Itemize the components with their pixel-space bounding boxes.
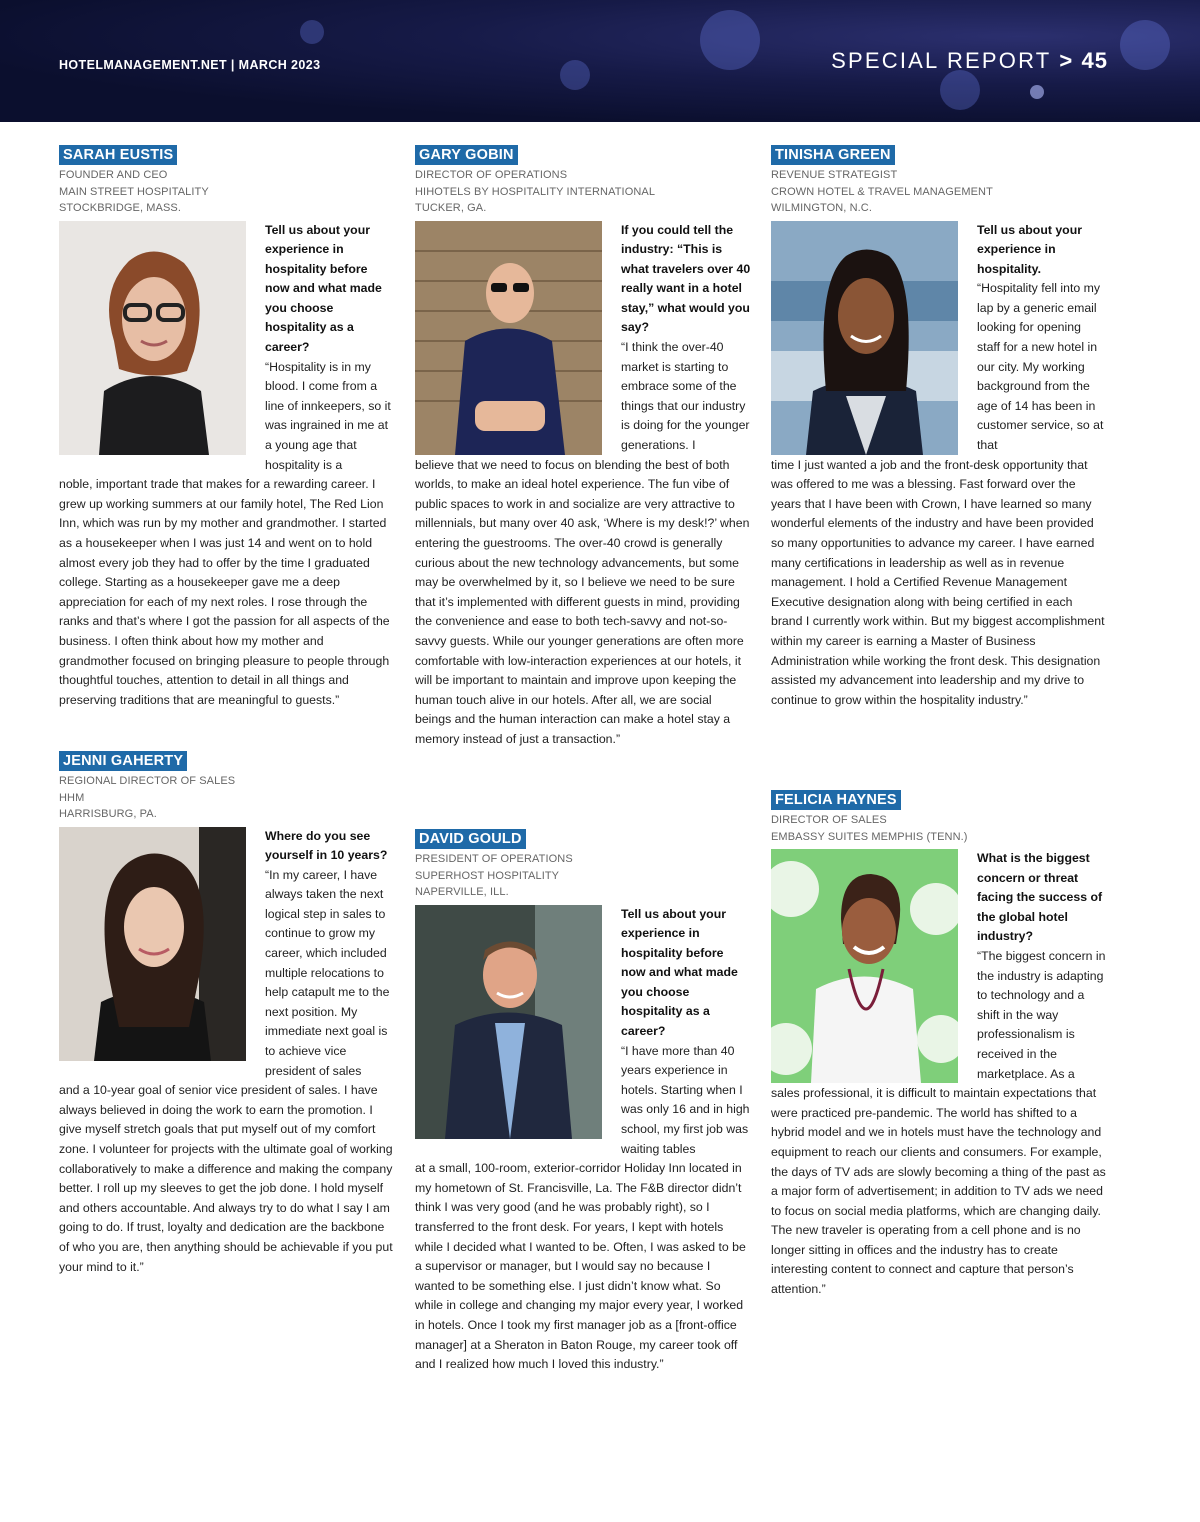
- profile-location: STOCKBRIDGE, MASS.: [59, 202, 182, 214]
- profile-meta: [59, 167, 395, 217]
- profile-title: DIRECTOR OF SALES: [771, 814, 887, 826]
- profile-photo: [415, 221, 602, 455]
- profile-location: TUCKER, GA.: [415, 202, 487, 214]
- profile-answer-side: “I have more than 40 years experience in hotels. Starting when I was only 16 and in high school, my first job was waiting tables: [621, 1043, 750, 1156]
- page-number: 45: [1081, 48, 1108, 73]
- profile-meta: [771, 812, 1107, 845]
- profile-question: Tell us about your experience in hospitality.: [977, 222, 1082, 276]
- profile-company: SUPERHOST HOSPITALITY: [415, 869, 560, 882]
- profile-meta: [415, 851, 751, 901]
- profile-title: REGIONAL DIRECTOR OF SALES: [59, 775, 236, 787]
- profile-answer-tail: at a small, 100-room, exterior-corridor Holiday Inn located in my hometown of St. Francisville, La. The F&B director didn’t think I was very good (and he was probably right), so I transferred to the front desk. For years, I kept with hotels while I decided what I wanted to be. Often, I was asked to be a supervisor or manager, but I would say no because I wanted to be something else. I just didn’t know what. So while in college and changing my major every year, I worked in hotels. Once I took my first manager job as a [front-office manager] at a Sheraton in Baton Rouge, my career took off and I realized how much I loved this industry.”: [415, 1161, 746, 1372]
- bokeh-light: [940, 70, 980, 110]
- profile-question: Tell us about your experience in hospitality before now and what made you choose hospitality as a career?: [265, 222, 382, 355]
- profile-answer-tail: noble, important trade that makes for a rewarding career. I grew up working summers at our family hotel, The Red Lion Inn, which was run by my mother and grandmother. I started as a housekeeper when I was just 14 and went on to hold almost every job they had to offer by the time I graduated college. Starting as a housekeeper gave me a deep appreciation for each of my next roles. I rose through the ranks and that’s where I got the passion for all aspects of the business. I often think about how my mother and grandmother focused on bringing pleasure to people through thoughtful touches, attention to detail in all things and preserving traditions that are meaningful to guests.”: [59, 477, 390, 707]
- profile-gary-gobin: [415, 145, 751, 750]
- profile-felicia-haynes: [771, 790, 1107, 1300]
- section-arrow: >: [1059, 48, 1074, 73]
- profile-question: Tell us about your experience in hospitality before now and what made you choose hospitality as a career?: [621, 906, 738, 1039]
- profile-title: FOUNDER AND CEO: [59, 169, 168, 181]
- section-label: SPECIAL REPORT: [831, 48, 1052, 73]
- profile-question: Where do you see yourself in 10 years?: [265, 828, 388, 863]
- profile-photo: [771, 221, 958, 455]
- profile-answer-tail: time I just wanted a job and the front-desk opportunity that was offered to me was a blessing. Fast forward over the years that I have been with Crown, I have learned so many wonderful elements of the industry and have been provided so many opportunities to advance my career. I have earned many certifications in leadership as well as in revenue management. I hold a Certified Revenue Management Executive designation along with being certified in each brand I currently work within. But my biggest accomplishment within my career is earning a Master of Business Administration while working the front desk. This designation assisted my advancement into leadership and my drive to continue to grow within the hospitality industry.”: [771, 457, 1105, 707]
- profile-company: HHM: [59, 791, 85, 804]
- profile-photo: [415, 905, 602, 1139]
- profile-location: HARRISBURG, PA.: [59, 808, 157, 820]
- profile-question: What is the biggest concern or threat facing the success of the global hotel industry?: [977, 851, 1103, 944]
- profile-meta: [59, 773, 395, 823]
- profile-photo: [59, 221, 246, 455]
- profile-david-gould: [415, 829, 751, 1375]
- profile-location: NAPERVILLE, ILL.: [415, 886, 509, 898]
- profile-name: JENNI GAHERTY: [59, 751, 187, 771]
- profile-answer-side: “I think the over-40 market is starting to embrace some of the things that our industry is doing for the younger generations. I: [621, 340, 750, 453]
- bokeh-light: [300, 20, 324, 44]
- profile-photo: [59, 827, 246, 1061]
- profile-title: REVENUE STRATEGIST: [771, 169, 898, 181]
- profile-answer-side: “The biggest concern in the industry is adapting to technology and a shift in the way professionalism is received in the marketplace. As a: [977, 948, 1106, 1081]
- profile-answer-side: “Hospitality is in my blood. I come from a line of innkeepers, so it was ingrained in me at a young age that hospitality is a: [265, 359, 391, 472]
- bokeh-light: [560, 60, 590, 90]
- page-header: [0, 0, 1200, 122]
- profile-title: PRESIDENT OF OPERATIONS: [415, 853, 573, 865]
- profile-answer-tail: believe that we need to focus on blending the best of both worlds, to make an ideal hotel experience. The fun vibe of public spaces to work in and socialize are very attractive to millennials, but many over 40 ask, ‘Where is my desk!?’ when entering the guestrooms. The over-40 crowd is generally curious about the new technology advancements, but some may be overwhelmed by it, so I believe we need to be sure that it’s implemented with different guests in mind, providing the convenience and ease to both tech-savvy and not-so-savvy guests. While our younger generations are often more comfortable with low-interaction experiences at our hotels, it will be important to maintain and improve upon keeping the human touch alive in our hotels. After all, we are social beings and the human interaction can make a hotel stay a memory instead of just a transaction.”: [415, 457, 750, 746]
- profile-name: GARY GOBIN: [415, 145, 518, 165]
- profile-tinisha-green: [771, 145, 1107, 710]
- profile-company: MAIN STREET HOSPITALITY: [59, 185, 209, 198]
- profile-meta: [415, 167, 751, 217]
- profile-title: DIRECTOR OF OPERATIONS: [415, 169, 568, 181]
- publication-line: HOTELMANAGEMENT.NET | MARCH 2023: [59, 58, 321, 72]
- bokeh-light: [1120, 20, 1170, 70]
- profile-name: SARAH EUSTIS: [59, 145, 177, 165]
- profile-name: TINISHA GREEN: [771, 145, 895, 165]
- bokeh-light: [1030, 85, 1044, 99]
- profile-company: EMBASSY SUITES MEMPHIS (TENN.): [771, 830, 968, 843]
- profile-answer-tail: sales professional, it is difficult to maintain expectations that were practiced pre-pandemic. The world has shifted to a hybrid model and we in hotels must have the technology and equipment to reach our clients and consumers. For example, the days of TV ads are slowly becoming a thing of the past as a major form of advertisement; in addition to TV ads we need to focus on social media platforms, which are changing daily. The new traveler is operating from a cell phone and is no longer sitting in offices and the industry has to create interesting content to connect and capture that person’s attention.”: [771, 1086, 1106, 1297]
- profile-answer-side: “Hospitality fell into my lap by a generic email looking for opening staff for a new hotel in our city. My working background from the age of 14 has been in customer service, so at that: [977, 281, 1104, 453]
- profile-meta: [771, 167, 1107, 217]
- profile-photo: [771, 849, 958, 1083]
- profile-company: CROWN HOTEL & TRAVEL MANAGEMENT: [771, 185, 993, 198]
- bokeh-light: [700, 10, 760, 70]
- profile-company: HIHOTELS BY HOSPITALITY INTERNATIONAL: [415, 185, 656, 198]
- profile-question: If you could tell the industry: “This is what travelers over 40 really want in a hotel stay,” what would you say?: [621, 222, 751, 335]
- profile-location: WILMINGTON, N.C.: [771, 202, 873, 214]
- section-title: [831, 48, 1108, 74]
- profile-name: FELICIA HAYNES: [771, 790, 901, 810]
- profile-answer-tail: and a 10-year goal of senior vice president of sales. I have always believed in doing the work to earn the promotion. I give myself stretch goals that put myself out of my comfort zone. I volunteer for projects with the ultimate goal of working collaboratively to make a difference and making the company better. I roll up my sleeves to get the job done. I hold myself and others accountable. And always try to do what I say I am going to do. If trust, loyalty and dedication are the backbone of who you are, then anything should be achievable if you put your mind to it.”: [59, 1083, 393, 1274]
- profile-name: DAVID GOULD: [415, 829, 526, 849]
- profile-answer-side: “In my career, I have always taken the next logical step in sales to continue to grow my career, which included multiple relocations to help catapult me to the next position. My immediate next goal is to achieve vice president of sales: [265, 867, 390, 1078]
- profile-sarah-eustis: [59, 145, 395, 710]
- profile-jenni-gaherty: [59, 751, 395, 1277]
